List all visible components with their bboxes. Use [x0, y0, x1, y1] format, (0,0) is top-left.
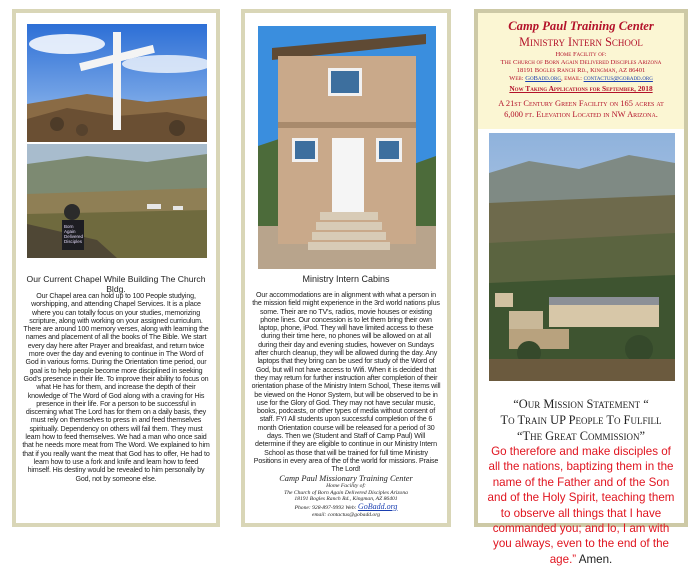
home-label: Home Facility of:: [555, 51, 607, 58]
footer-address: 18191 Bogles Ranch Rd., Kingman, AZ 86401: [294, 496, 398, 503]
cabins-panel: [241, 9, 451, 527]
cross-sign-line: Again: [64, 229, 76, 234]
footer-phone: Phone: 928-897-9993 Web:: [294, 504, 358, 511]
center-title: Camp Paul Training Center: [508, 19, 654, 33]
web-email-line: [484, 75, 678, 82]
amen-text: Amen.: [576, 552, 613, 566]
footer-email: email: contactus@gobadd.org: [311, 511, 380, 518]
chapel-cross-photo: [27, 24, 207, 142]
web-link[interactable]: GoBadd.org: [525, 75, 561, 82]
footer-home: Home Facility of:: [326, 483, 366, 489]
footer-contact: [245, 503, 447, 512]
chapel-caption: Our Current Chapel While Building The Church Bldg.: [26, 274, 206, 294]
applications-notice: Now Taking Applications for September, 2018: [509, 84, 653, 93]
campus-photo: [489, 133, 675, 381]
church-name: The Church of Born Again Delivered Disciples Arizona: [500, 59, 662, 66]
chapel-panel: [12, 9, 220, 527]
web-prefix: Web:: [509, 75, 526, 82]
school-subtitle: Ministry Intern School: [519, 35, 643, 49]
facility-description: A 21st Century Green Facility on 165 acres at 6,000 ft. Elevation Located in NW Arizona.: [498, 99, 664, 119]
cross-sign-line: Disciples: [64, 239, 83, 244]
cabins-caption: Ministry Intern Cabins: [302, 274, 390, 284]
email-link[interactable]: contactus@gobadd.org: [583, 75, 653, 82]
mission-line-3: “The Great Commission”: [517, 429, 645, 443]
great-commission-verse: [484, 444, 678, 567]
address: 18191 Bogles Ranch Rd., Kingman, AZ 86401: [516, 67, 646, 74]
cabins-body-text: Our accommodations are in alignment with what a person in the mission field might experience in the 3rd world nations plus some. Their are no TV's, radios, movie houses or existing phone lines. Our concession is to let them bring their own laptop, phone, iPod. They will have limited access to these during their time here, no phones will be allowed on at all during their day and evening studies, however on Sundays after church cleanup, they will be allowed during the day. Any laptops that they bring can be used for study of the Word of God, but will not have access to Wifi. When it is decided that they may return for further instruction after completion of their orientation phase of the Ministry Intern School, These items will be viewed on the Honor System, but will be observed to be in use for the Glory of God. They may not have secular music, books, podcasts, or other types of media without consent of staff. FYI All students upon successful completion of the 6 month Orientation course will be released for a period of 30 days. Then we (Student and Staff of Camp Paul) Will determine if they are eligible to continue in our Ministry Intern School as those that will be trained for full time Ministry Positions in every area of the of the world for missions. Praise The Lord!: [251, 291, 441, 474]
chapel-valley-photo: [27, 144, 207, 258]
footer-church: The Church of Born Again Delivered Disciples Arizona: [284, 489, 408, 496]
footer-web-link[interactable]: GoBadd.org: [357, 501, 398, 511]
mission-heading: “Our Mission Statement “: [513, 397, 649, 411]
cross-sign-line: Delivered: [64, 234, 84, 239]
cross-sign: [64, 224, 83, 244]
chapel-body-text: Our Chapel area can hold up to 100 People studying, worshipping, and attending Chapel Services. It is a place where you can totally focus on your studies, memorizing scripture, along with working on your assigned curriculum. There are around 100 memory verses, along with learning the names and placement of all the books of The Bible. We start every day here after Prayer and breakfast, and return twice more over the day and evening to continue in The Word of God in various forms. During the Orientation time period, our goal is to help people become more disciplined in seeking God's presence in their life. To improve their ability to focus on what He has for them, and increase the depth of their knowledge of The Word of God along with a craving for His presence in their life. For a person to be successful in discerning what The Lord has for them on a daily basis, they must rely on themselves to press in and feed themselves spiritually. Dependency on others will fail them. They must learn how to feed themselves. We had a man who once said that he needs more meat from The Word. We explained to him that if you really want the meat that God has to offer, He had to learn how to use a fork and knife and learn how to feed himself. His destiny would be revealed to him personally by God, not by someone else.: [22, 292, 210, 483]
cabin-photo: [258, 26, 436, 269]
cross-sign-line: Born: [64, 224, 74, 229]
cabins-footer: [245, 474, 447, 518]
verse-text: Go therefore and make disciples of all the nations, baptizing them in the name of the Father and of the Son and of the Holy Spirit, teaching them to observe all things that I have commanded you; and lo, I am with you always, even to the end of the age.”: [487, 445, 675, 566]
footer-title: Camp Paul Missionary Training Center: [279, 474, 413, 483]
mission-line-2: To Train UP People To Fulfill: [500, 413, 662, 427]
email-prefix: , email:: [561, 75, 584, 82]
intern-school-panel: [474, 9, 688, 566]
